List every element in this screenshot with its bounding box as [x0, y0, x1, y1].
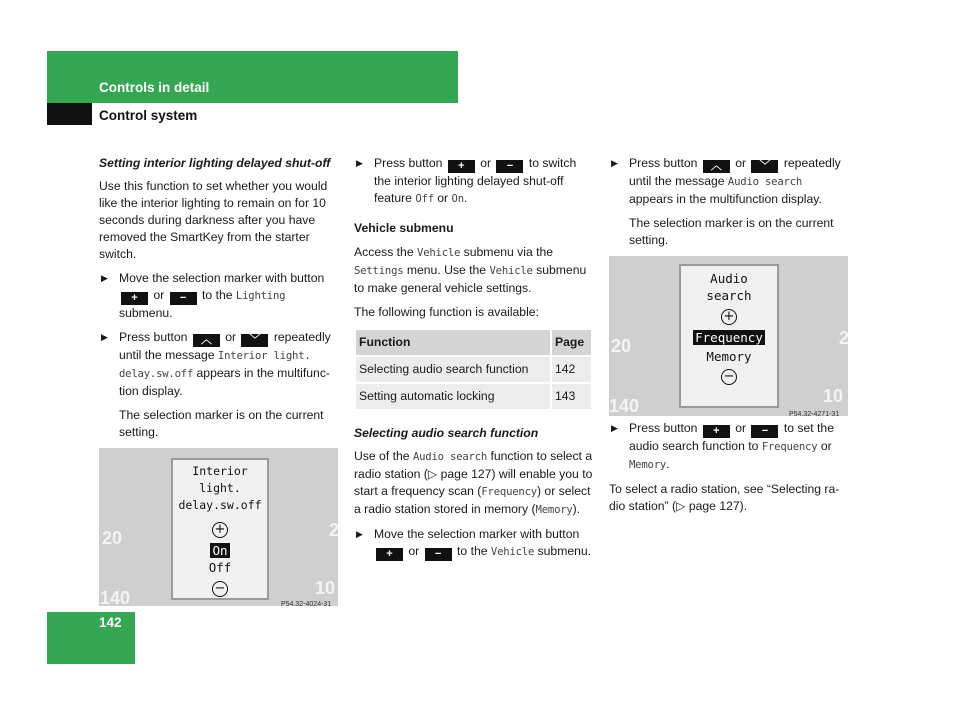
plus-button-icon: +: [703, 425, 730, 438]
gauge-label-2: 2: [329, 520, 340, 540]
page-tab: [47, 612, 135, 664]
plus-button-icon: +: [376, 548, 403, 561]
plus-button-icon: +: [121, 292, 148, 305]
gauge-label-10: 10: [823, 386, 844, 406]
display-option-on: On: [212, 543, 228, 558]
header-bar: [47, 51, 458, 103]
plus-circle-icon: +: [212, 522, 228, 538]
table-cell: 142: [551, 356, 592, 383]
step-set-audio-function: ▶ Press button + or − to set the audio search function to Frequency or Memory.: [611, 421, 834, 471]
multifunction-display-lighting: [99, 448, 338, 606]
step-press-button: ▶ Press button ︿ or ﹀ repeatedly until the message Interior light. delay.sw.off appears in the multifunc-tion display.: [101, 330, 331, 398]
table-row: [355, 383, 592, 410]
subsection-title: Control system: [99, 108, 198, 123]
display-screen: [171, 458, 269, 600]
gauge-label-10: 10: [315, 578, 336, 598]
up-button-icon: ︿: [193, 334, 220, 347]
column-3: [609, 155, 849, 522]
column-1: [99, 155, 339, 606]
bullet-arrow-icon: ▶: [356, 529, 363, 539]
table-cell: 143: [551, 383, 592, 410]
display-line-2: delay.sw.off: [178, 498, 262, 512]
step-switch-feature: ▶ Press button + or − to switch the interior lighting delayed shut-off feature Off or On.: [356, 156, 577, 205]
down-button-icon: ﹀: [241, 334, 268, 347]
header-marker: [47, 103, 92, 125]
table-row: [355, 356, 592, 383]
plus-button-icon: +: [448, 160, 475, 173]
gauge-label-2: 2: [839, 328, 850, 348]
bullet-arrow-icon: ▶: [611, 158, 618, 168]
column-2: [354, 155, 594, 568]
up-button-icon: ︿: [703, 160, 730, 173]
minus-button-icon: −: [425, 548, 452, 561]
heading-audio-search: Selecting audio search function: [354, 426, 539, 440]
bullet-arrow-icon: ▶: [101, 332, 108, 342]
gauge-label-140: 140: [100, 588, 131, 608]
section-title: Controls in detail: [99, 80, 210, 95]
minus-button-icon: −: [751, 425, 778, 438]
selection-note: The selection marker is on the current setting.: [629, 216, 834, 247]
display-line-1: Audio: [710, 271, 748, 286]
gauge-label-20: 20: [611, 336, 632, 356]
display-option-off: Off: [208, 560, 232, 575]
plus-circle-icon: +: [721, 309, 737, 325]
audio-paragraph: Use of the Audio search function to select a radio station (▷ page 127) will enable you to start a frequency scan (Frequency) or select a radio station stored in memory (Memory).: [354, 449, 593, 516]
page-number: 142: [99, 615, 122, 630]
minus-circle-icon: −: [212, 581, 228, 597]
bullet-arrow-icon: ▶: [356, 158, 363, 168]
minus-button-icon: −: [496, 160, 523, 173]
step-move-marker: ▶ Move the selection marker with button + or − to the Lighting submenu.: [101, 271, 325, 320]
step-move-marker-vehicle: ▶ Move the selection marker with button + or − to the Vehicle submenu.: [356, 527, 592, 560]
heading-interior-lighting: Setting interior lighting delayed shut-off: [99, 156, 331, 170]
display-option-frequency: Frequency: [695, 330, 763, 345]
table-header-function: Function: [355, 329, 551, 356]
bullet-arrow-icon: ▶: [101, 273, 108, 283]
display-line-1: Interior light.: [192, 464, 248, 495]
display-option-memory: Memory: [706, 349, 752, 364]
page-ref-triangle-icon: ▷: [676, 499, 686, 513]
selection-note: The selection marker is on the current setting.: [119, 408, 324, 439]
heading-vehicle-submenu: Vehicle submenu: [354, 221, 454, 235]
display-line-2: search: [706, 288, 752, 303]
table-cell: Selecting audio search function: [355, 356, 551, 383]
available-text: The following function is available:: [354, 305, 539, 319]
bullet-arrow-icon: ▶: [611, 423, 618, 433]
gauge-label-20: 20: [102, 528, 123, 548]
final-paragraph: To select a radio station, see “Selecting ra-dio station” (▷ page 127).: [609, 482, 840, 513]
multifunction-display-audio: [609, 256, 848, 416]
minus-circle-icon: −: [721, 369, 737, 385]
intro-paragraph: Use this function to set whether you would like the interior lighting to remain on for 10 seconds during darkness after you have removed the SmartKey from the starter switch.: [99, 179, 328, 261]
function-table: [354, 328, 593, 411]
display-screen: [679, 264, 779, 408]
table-cell: Setting automatic locking: [355, 383, 551, 410]
step-press-audio-search: ▶ Press button ︿ or ﹀ repeatedly until the message Audio search appears in the multifunction display.: [611, 156, 841, 206]
page-ref-triangle-icon: ▷: [427, 467, 438, 481]
down-button-icon: ﹀: [751, 160, 778, 173]
table-header-row: [355, 329, 592, 356]
figure-reference: P54.32-4024-31: [281, 601, 332, 608]
vehicle-paragraph: Access the Vehicle submenu via the Settings menu. Use the Vehicle submenu to make general vehicle settings.: [354, 245, 587, 295]
table-header-page: Page: [551, 329, 592, 356]
figure-reference: P54.32-4271-31: [789, 411, 840, 418]
minus-button-icon: −: [170, 292, 197, 305]
gauge-label-140: 140: [609, 396, 640, 416]
